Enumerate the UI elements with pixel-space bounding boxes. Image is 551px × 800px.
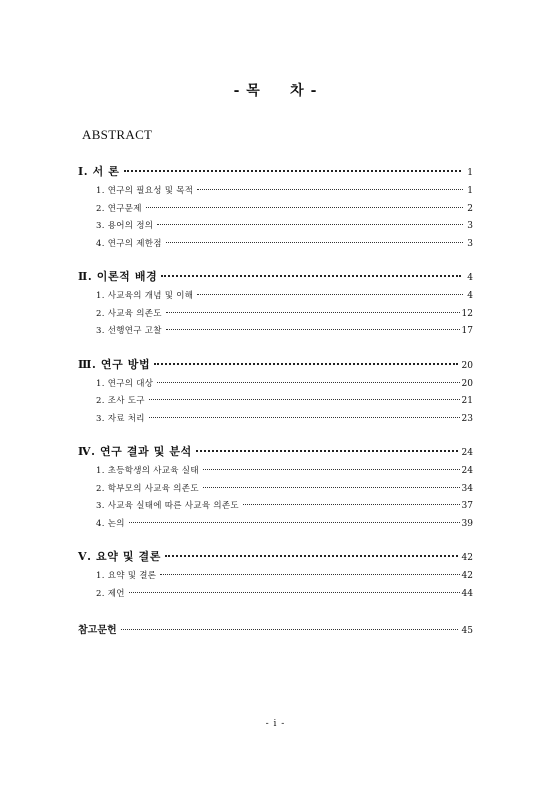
section-page-number: 21 (461, 396, 473, 406)
section-page-number: 42 (461, 571, 473, 581)
section-entry-row[interactable] (78, 289, 473, 307)
chapter-page-number: 42 (461, 553, 473, 563)
chapter-heading-row[interactable] (78, 268, 473, 285)
section-page-number: 34 (461, 483, 473, 494)
chapter-title: Ⅱ. 이론적 배경 (78, 270, 158, 283)
dot-leader (121, 629, 458, 630)
section-title: 2. 조사 도구 (96, 396, 145, 406)
section-title: 3. 자료 처리 (96, 413, 145, 424)
section-entry-row[interactable] (78, 569, 473, 587)
table-of-contents (78, 163, 473, 618)
chapter-page-number: 24 (461, 448, 473, 458)
section-page-number: 20 (461, 378, 473, 389)
chapter-heading-row[interactable] (78, 443, 473, 460)
section-title: 1. 요약 및 결론 (96, 571, 157, 581)
toc-chapter (78, 356, 473, 430)
references-label: 참고문헌 (78, 625, 117, 636)
section-entry-row[interactable] (78, 237, 473, 255)
dot-leader (157, 224, 463, 225)
toc-chapter (78, 443, 473, 534)
section-page-number: 44 (461, 588, 473, 599)
chapter-page-number: 1 (467, 168, 473, 178)
abstract-entry[interactable]: ABSTRACT (82, 127, 153, 142)
section-page-number: 3 (467, 221, 473, 231)
section-page-number: 37 (461, 501, 473, 511)
dot-leader (203, 469, 460, 470)
section-title: 2. 제언 (96, 588, 125, 599)
section-page-number: 4 (467, 291, 473, 301)
page-footer-number: - i - (265, 719, 286, 729)
chapter-heading-row[interactable] (78, 356, 473, 373)
chapter-page-number: 20 (461, 360, 473, 371)
dot-leader (161, 275, 461, 277)
section-title: 1. 연구의 필요성 및 목적 (96, 186, 194, 196)
section-title: 4. 연구의 제한점 (96, 238, 162, 249)
dot-leader (124, 170, 462, 172)
section-page-number: 2 (467, 203, 473, 214)
chapter-title: Ⅲ. 연구 방법 (78, 357, 151, 371)
section-entry-row[interactable] (78, 499, 473, 517)
dot-leader (160, 574, 459, 575)
chapter-page-number: 4 (467, 273, 473, 283)
page-title: - 목 차 - (233, 83, 318, 99)
section-title: 4. 논의 (96, 518, 125, 529)
toc-chapter (78, 163, 473, 254)
dot-leader (157, 382, 459, 383)
section-entry-row[interactable] (78, 482, 473, 500)
section-entry-row[interactable] (78, 412, 473, 430)
toc-chapter (78, 548, 473, 604)
dot-leader (149, 399, 460, 400)
dot-leader (129, 522, 460, 523)
section-entry-row[interactable] (78, 219, 473, 237)
chapter-title: Ⅰ. 서 론 (78, 165, 120, 178)
dot-leader (197, 294, 463, 295)
section-title: 3. 사교육 실태에 따른 사교육 의존도 (96, 501, 239, 511)
dot-leader (165, 555, 458, 557)
section-title: 3. 용어의 정의 (96, 221, 154, 231)
references-entry[interactable] (78, 621, 473, 636)
chapter-title: Ⅳ. 연구 결과 및 분석 (78, 445, 192, 458)
section-title: 2. 연구문제 (96, 203, 142, 214)
section-page-number: 39 (461, 518, 473, 529)
toc-chapter (78, 268, 473, 342)
section-page-number: 23 (461, 413, 473, 424)
dot-leader (196, 450, 458, 452)
chapter-heading-row[interactable] (78, 548, 473, 565)
section-entry-row[interactable] (78, 202, 473, 220)
section-entry-row[interactable] (78, 394, 473, 412)
section-entry-row[interactable] (78, 184, 473, 202)
dot-leader (166, 242, 463, 243)
section-page-number: 17 (461, 326, 473, 336)
chapter-title: Ⅴ. 요약 및 결론 (78, 550, 161, 563)
references-page-number: 45 (461, 626, 473, 636)
dot-leader (154, 363, 457, 365)
section-entry-row[interactable] (78, 464, 473, 482)
dot-leader (166, 312, 460, 313)
section-entry-row[interactable] (78, 587, 473, 605)
section-title: 1. 연구의 대상 (96, 378, 154, 389)
section-entry-row[interactable] (78, 377, 473, 395)
dot-leader (146, 207, 463, 208)
section-page-number: 12 (461, 308, 473, 319)
section-page-number: 3 (467, 238, 473, 249)
chapter-heading-row[interactable] (78, 163, 473, 180)
section-title: 2. 사교육 의존도 (96, 308, 162, 319)
section-page-number: 1 (467, 186, 473, 196)
section-page-number: 24 (461, 466, 473, 476)
dot-leader (197, 189, 463, 190)
section-entry-row[interactable] (78, 517, 473, 535)
dot-leader (243, 504, 460, 505)
dot-leader (166, 329, 460, 330)
section-title: 1. 사교육의 개념 및 이해 (96, 291, 194, 301)
section-title: 1. 초등학생의 사교육 실태 (96, 466, 199, 476)
section-entry-row[interactable] (78, 307, 473, 325)
dot-leader (203, 487, 460, 488)
section-entry-row[interactable] (78, 324, 473, 342)
dot-leader (149, 417, 460, 418)
section-title: 2. 학부모의 사교육 의존도 (96, 483, 199, 494)
dot-leader (129, 592, 460, 593)
section-title: 3. 선행연구 고찰 (96, 326, 162, 336)
